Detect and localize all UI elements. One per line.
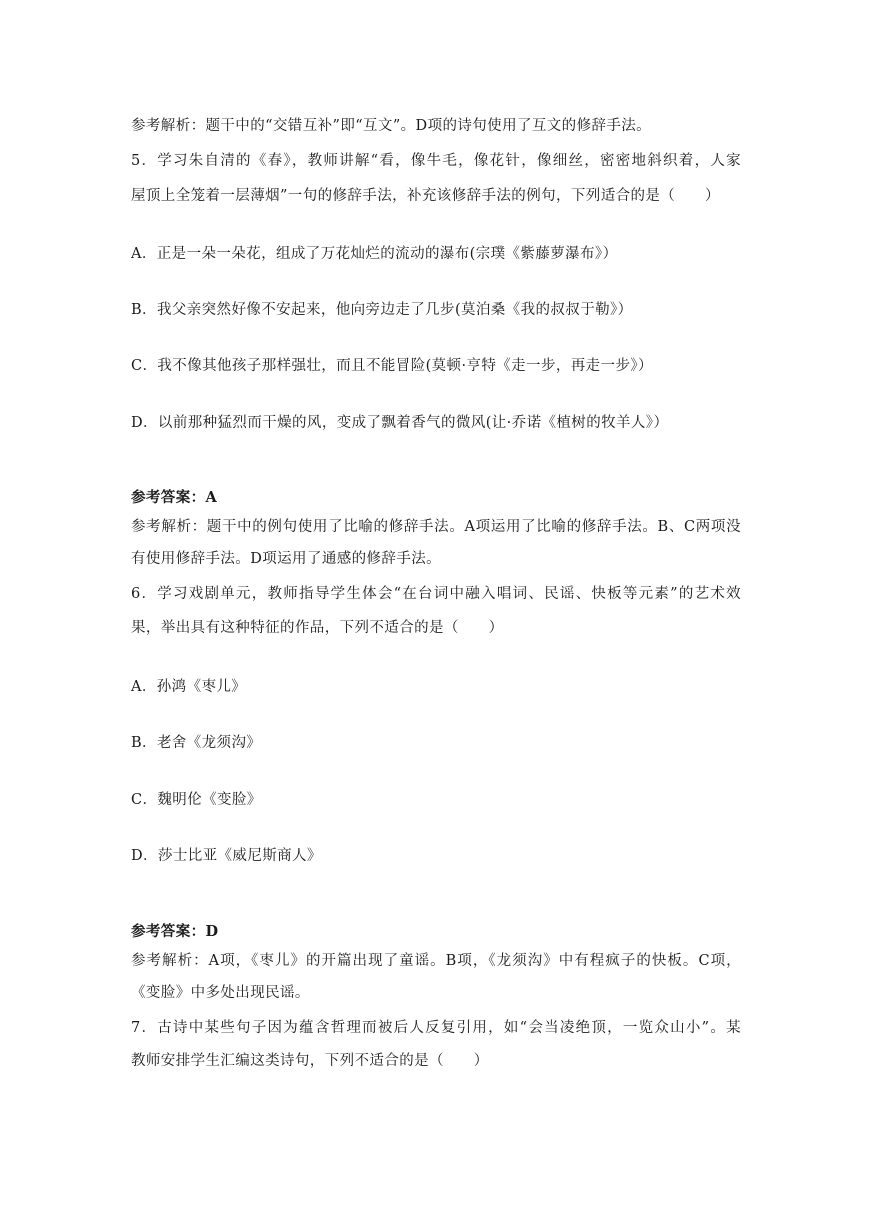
q5-option-d: D．以前那种猛烈而干燥的风，变成了飘着香气的微风(让·乔诺《植树的牧羊人》）: [131, 415, 669, 431]
q5-option-c: C．我不像其他孩子那样强壮，而且不能冒险(莫顿·亨特《走一步，再走一步》）: [131, 358, 653, 374]
q6-answer: 参考答案：D: [131, 923, 219, 940]
q5-answer: 参考答案：A: [131, 489, 218, 506]
q6-explanation-line-1: 参考解析：A项，《枣儿》的开篇出现了童谣。B项，《龙须沟》中有程疯子的快板。C项，: [131, 953, 741, 969]
q6-option-a: A．孙鸿《枣儿》: [131, 679, 247, 695]
q6-option-d: D．莎士比亚《威尼斯商人》: [131, 848, 322, 864]
q6-stem-line-1: 6．学习戏剧单元，教师指导学生体会“在台词中融入唱词、民谣、快板等元素”的艺术效: [131, 586, 741, 602]
q6-option-b: B．老舍《龙须沟》: [131, 735, 262, 751]
q7-stem-line-2: 教师安排学生汇编这类诗句，下列不适合的是（ ）: [131, 1053, 489, 1069]
q5-explanation-line-1: 参考解析：题干中的例句使用了比喻的修辞手法。A项运用了比喻的修辞手法。B、C两项没: [131, 519, 741, 535]
q6-option-c: C．魏明伦《变脸》: [131, 792, 262, 808]
q5-stem-line-2: 屋顶上全笼着一层薄烟”一句的修辞手法，补充该修辞手法的例句，下列适合的是（ ）: [131, 188, 720, 204]
q6-explanation-line-2: 《变脸》中多处出现民谣。: [131, 985, 310, 1001]
q4-explanation: 参考解析：题干中的“交错互补”即“互文”。D项的诗句使用了互文的修辞手法。: [131, 118, 652, 134]
q7-stem-line-1: 7．古诗中某些句子因为蕴含哲理而被后人反复引用，如“会当凌绝顶，一览众山小”。某: [131, 1020, 741, 1036]
q6-stem-line-2: 果，举出具有这种特征的作品，下列不适合的是（ ）: [131, 620, 504, 636]
q5-stem-line-1: 5．学习朱自清的《春》，教师讲解“看，像牛毛，像花针，像细丝，密密地斜织着，人家: [131, 153, 741, 169]
q5-explanation-line-2: 有使用修辞手法。D项运用了通感的修辞手法。: [131, 551, 442, 567]
q5-option-a: A．正是一朵一朵花，组成了万花灿烂的流动的瀑布(宗璞《紫藤萝瀑布》）: [131, 246, 618, 262]
q5-option-b: B．我父亲突然好像不安起来，他向旁边走了几步(莫泊桑《我的叔叔于勒》）: [131, 302, 633, 318]
